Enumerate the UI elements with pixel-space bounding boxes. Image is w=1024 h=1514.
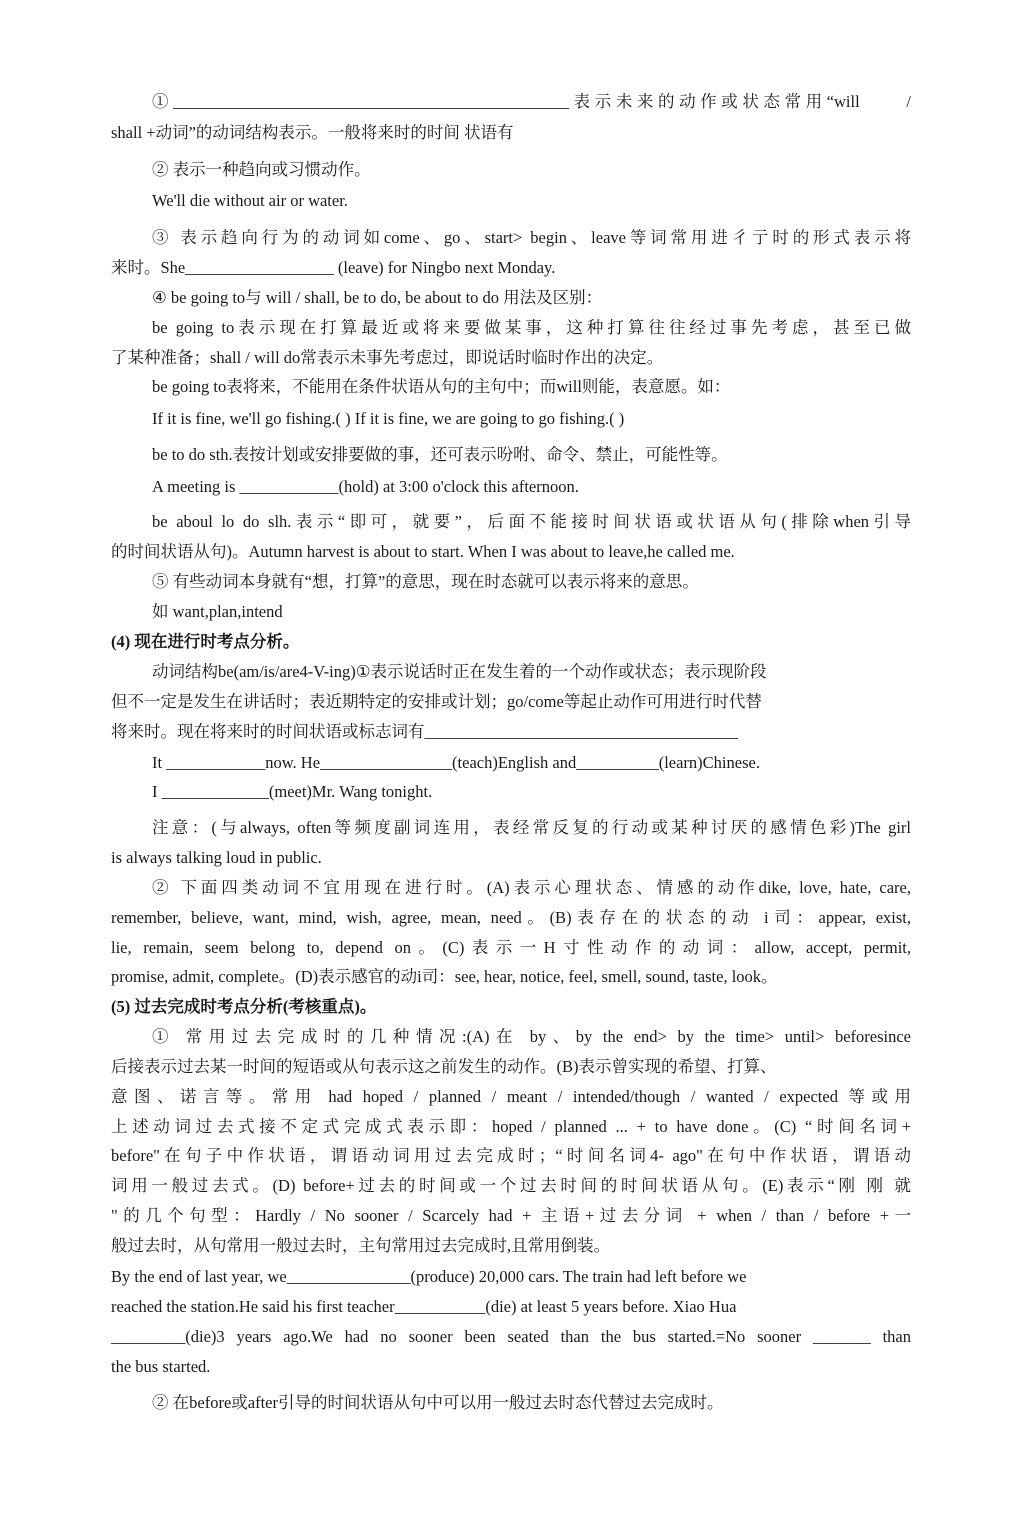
text-line: 上述动词过去式接不定式完成式表示即：hoped / planned ... + to have done。(C) “时间名词+ [111,1117,911,1136]
text-line: 注意：(与always, often等频度副词连用，表经常反复的行动或某种讨厌的感情色彩)The girl [152,818,911,837]
text-line: It ____________now. He________________(teach)English and__________(learn)Chinese. [152,753,760,772]
text-line: be going to表示现在打算最近或将来要做某事，这种打算往往经过事先考虑，甚至已做 [152,318,911,337]
text-line: ①________________________________________________表示未来的动作或状态常用“will / [152,92,911,111]
text-line: ② 下面四类动词不宜用现在进行时。(A)表示心理状态、情感的动作dike, love, hate, care, [152,878,911,897]
section-heading: (5) 过去完成时考点分析(考核重点)。 [111,997,377,1016]
text-line: 如 want,plan,intend [152,602,283,621]
text-line: 但不一定是发生在讲话时；表近期特定的安排或计划；go/come等起止动作可用进行时代替 [111,692,762,711]
text-line: We'll die without air or water. [152,191,348,210]
text-line: promise, admit, complete。(D)表示感官的动i司：see, hear, notice, feel, smell, sound, taste, look。 [111,967,778,986]
text-line: be aboul lo do slh.表示“即可，就要”，后面不能接时间状语或状语从句(排除when引导 [152,512,911,531]
text-line: If it is fine, we'll go fishing.( ) If it is fine, we are going to go fishing.( ) [152,409,625,428]
text-line: 将来时。现在将来时的时间状语或标志词有______________________________________ [111,722,738,741]
text-line: ③ 表示趋向行为的动词如come、go、start> begin、leave等词常用进彳亍时的形式表示将 [152,228,911,247]
text-line: ④ be going to与 will / shall, be to do, be about to do 用法及区别： [152,288,603,307]
text-line: 的时间状语从句)。Autumn harvest is about to start. When I was about to leave,he called me. [111,542,735,561]
text-line: ① 常用过去完成时的几种情况:(A)在 by、by the end> by the time> until> beforesince [152,1027,911,1046]
text-line: _________(die)3 years ago.We had no sooner been seated than the bus started.=No sooner _______ than [111,1327,911,1346]
text-line: 词用一般过去式。(D) before+过去的时间或一个过去时间的时间状语从句。(E)表示“刚 刚 就 [111,1176,911,1195]
section-heading: (4) 现在进行时考点分析。 [111,632,300,651]
text-line: the bus started. [111,1357,211,1376]
text-line: I _____________(meet)Mr. Wang tonight. [152,782,433,801]
text-line: reached the station.He said his first teacher___________(die) at least 5 years before. Xiao Hua [111,1297,737,1316]
text-line: By the end of last year, we_______________(produce) 20,000 cars. The train had left before we [111,1267,747,1286]
text-line: 后接表示过去某一时间的短语或从句表示这之前发生的动作。(B)表示曾实现的希望、打算、 [111,1057,777,1076]
text-line: A meeting is ____________(hold) at 3:00 o'clock this afternoon. [152,477,579,496]
text-line: 了某种准备；shall / will do常表示未事先考虑过，即说话时临时作出的决定。 [111,348,664,367]
text-line: "的几个句型：Hardly / No sooner / Scarcely had + 主语+过去分词 + when / than / before +一 [111,1206,911,1225]
text-line: ② 在before或after引导的时间状语从句中可以用一般过去时态代替过去完成时。 [152,1393,724,1412]
text-line: remember, believe, want, mind, wish, agree, mean, need。(B)表存在的状态的动 i司：appear, exist, [111,908,911,927]
text-line: 来时。She__________________ (leave) for Ningbo next Monday. [111,258,556,277]
text-line: 意图、诺言等。常用 had hoped / planned / meant / intended/though / wanted / expected 等或用 [111,1087,911,1106]
text-line: is always talking loud in public. [111,848,322,867]
text-line: 般过去时，从句常用一般过去时，主句常用过去完成时,且常用倒装。 [111,1236,611,1255]
text-line: shall +动词”的动词结构表示。一般将来时的时间 状语有 [111,123,514,142]
text-line: be going to表将来，不能用在条件状语从句的主句中；而will则能，表意愿。如： [152,377,731,396]
text-line: before"在句子中作状语，谓语动词用过去完成时；“时间名词4- ago"在句中作状语，谓语动 [111,1146,911,1165]
text-line: ② 表示一种趋向或习惯动作。 [152,160,371,179]
text-line: be to do sth.表按计划或安排要做的事，还可表示吩咐、命令、禁止，可能性等。 [152,445,728,464]
text-line: lie, remain, seem belong to, depend on。(C)表示一H寸性动作的动词：allow, accept, permit, [111,938,911,957]
text-line: 动词结构be(am/is/are4-V-ing)①表示说话时正在发生着的一个动作或状态；表示现阶段 [152,662,767,681]
text-line: ⑤ 有些动词本身就有“想，打算”的意思，现在时态就可以表示将来的意思。 [152,572,699,591]
